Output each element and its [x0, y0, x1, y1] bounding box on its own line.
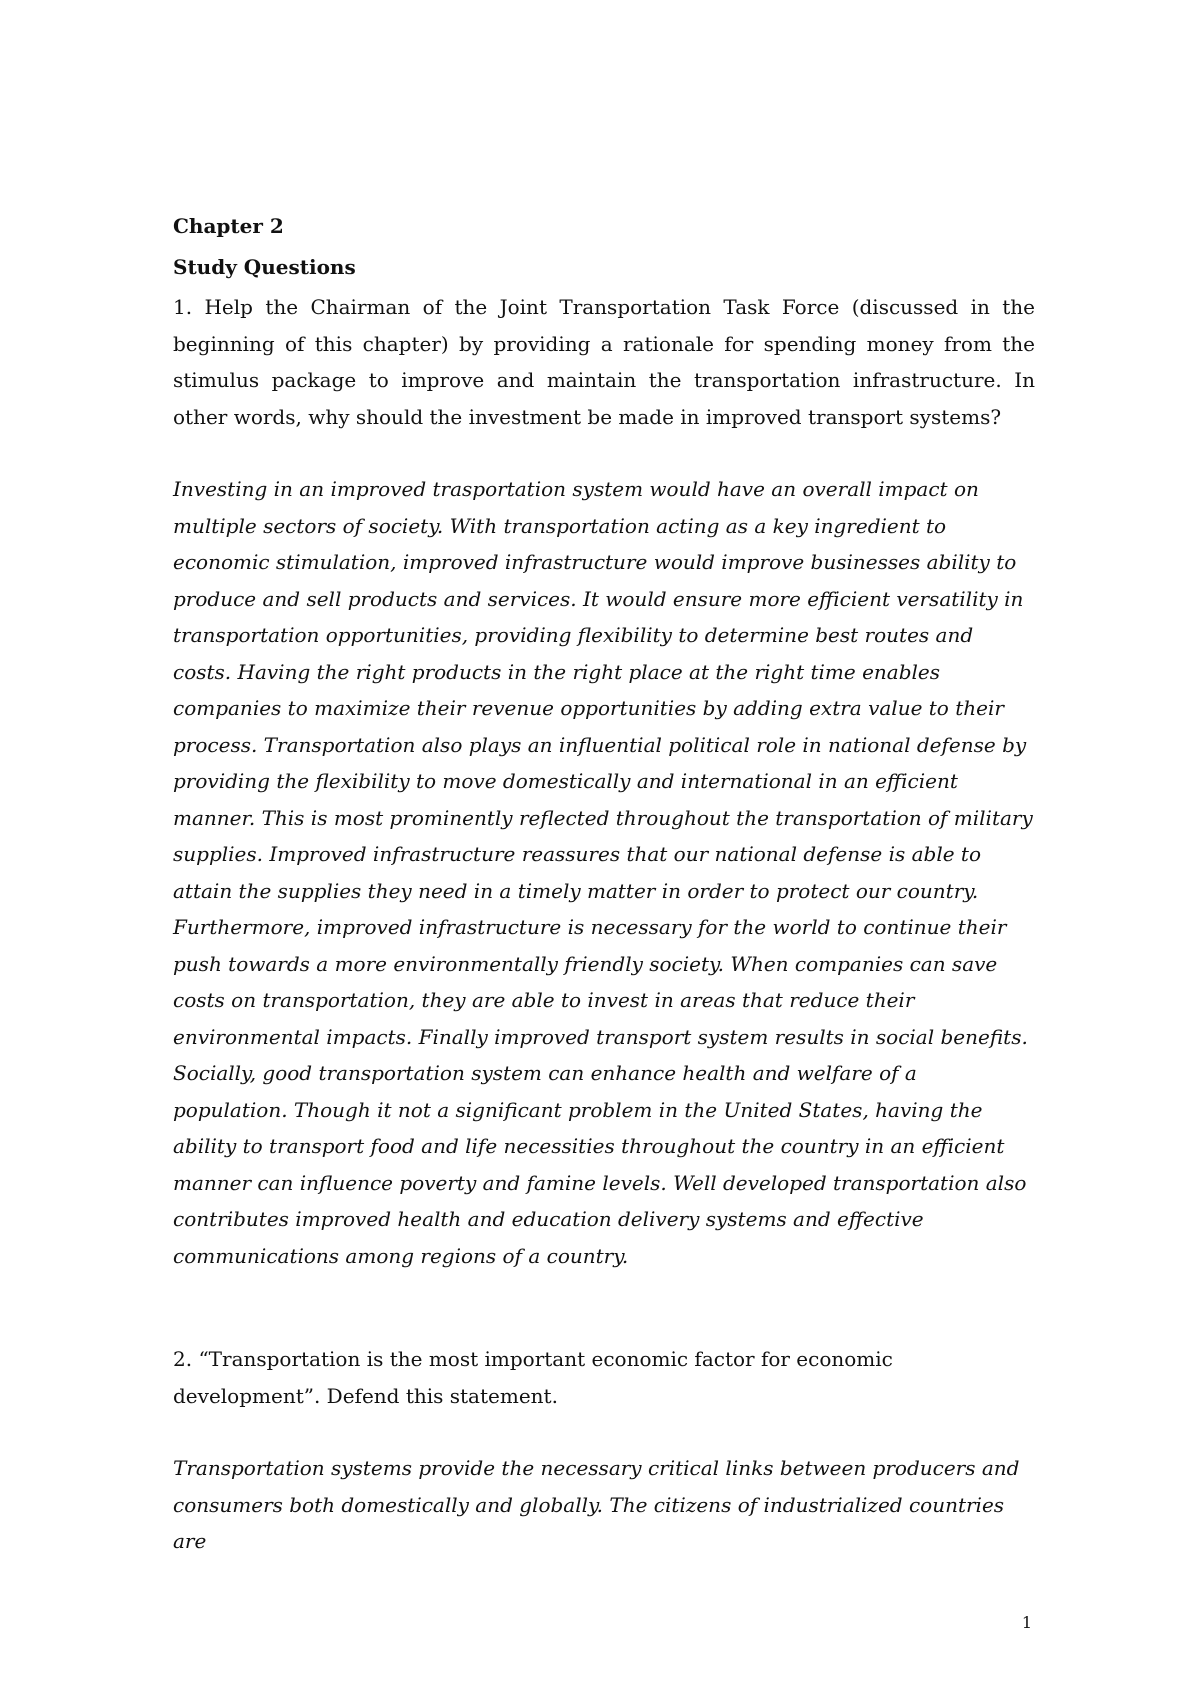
- answer-1: Investing in an improved trasportation system would have an overall impact on multiple sectors of society. With transportation acting as a key ingredient to economic stimulation, improved infrastructure would improve businesses ability to produce and sell products and services. It would ensure more efficient versatility in transportation opportunities, providing flexibility to determine best routes and costs. Having the right products in the right place at the right time enables companies to maximize their revenue opportunities by adding extra value to their process. Transportation also plays an influential political role in national defense by providing the flexibility to move domestically and international in an efficient manner. This is most prominently reflected throughout the transportation of military supplies. Improved infrastructure reassures that our national defense is able to attain the supplies they need in a timely matter in order to protect our country. Furthermore, improved infrastructure is necessary for the world to continue their push towards a more environmentally friendly society. When companies can save costs on transportation, they are able to invest in areas that reduce their environmental impacts. Finally improved transport system results in social benefits. Socially, good transportation system can enhance health and welfare of a population. Though it not a significant problem in the United States, having the ability to transport food and life necessities throughout the country in an efficient manner can influence poverty and famine levels. Well developed transportation also contributes improved health and education delivery systems and effective communications among regions of a country.: [173, 477, 1033, 1268]
- page-content: [173, 213, 1035, 1560]
- page-number: 1: [1021, 1613, 1032, 1632]
- section-heading: Study Questions: [173, 255, 356, 279]
- chapter-heading: Chapter 2: [173, 214, 284, 238]
- question-1: 1. Help the Chairman of the Joint Transportation Task Force (discussed in the beginning of this chapter) by providing a rationale for spending money from the stimulus package to improve and maintain the transportation infrastructure. In other words, why should the investment be made in improved transport systems?: [173, 295, 1035, 429]
- answer-2: Transportation systems provide the necessary critical links between producers and consumers both domestically and globally. The citizens of industrialized countries are: [173, 1456, 1020, 1553]
- question-2: 2. “Transportation is the most important economic factor for economic development”. Defend this statement.: [173, 1347, 893, 1408]
